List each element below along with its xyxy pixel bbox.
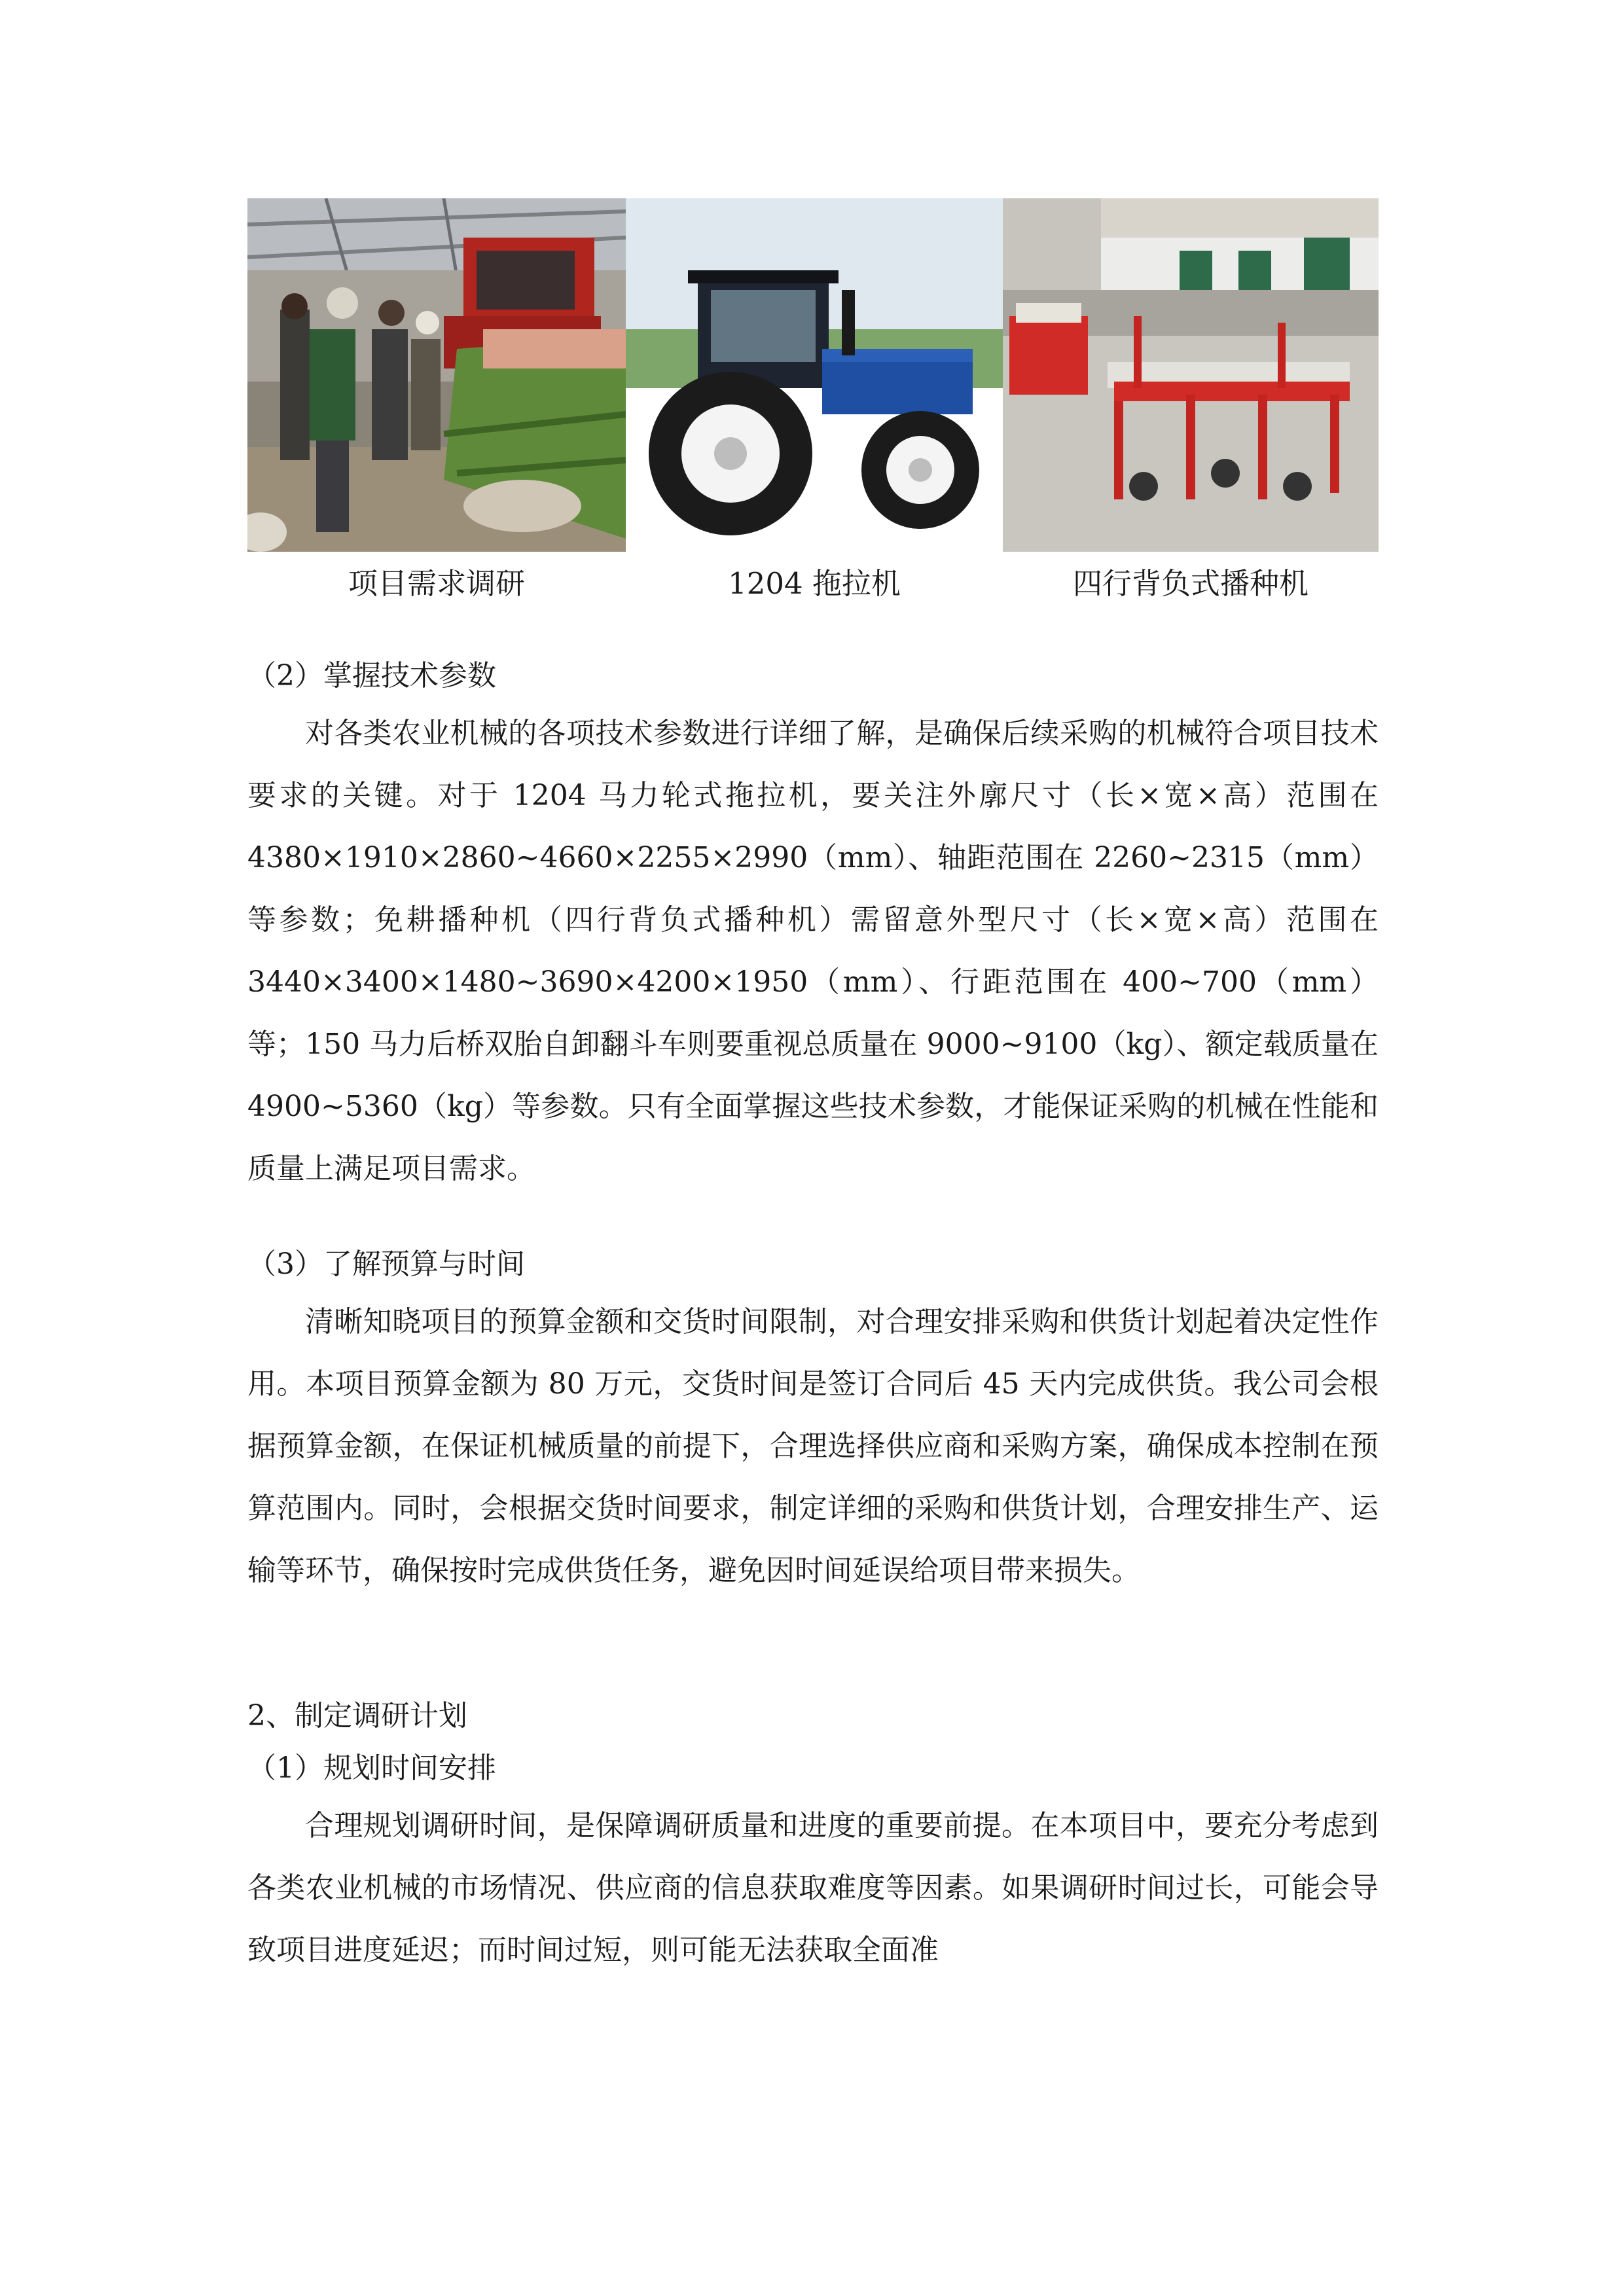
people-inspecting-seeder-photo [247,198,626,552]
subsection-heading: （1）规划时间安排 [247,1751,496,1785]
figure-caption: 项目需求调研 [348,566,525,601]
section-heading: 2、制定调研计划 [247,1699,467,1732]
section-paragraph: 清晰知晓项目的预算金额和交货时间限制，对合理安排采购和供货计划起着决定性作用。本项目预算金额为 80 万元，交货时间是签订合同后 45 天内完成供货。我公司会根据预算金额，在保证机械质量的前提下，合理选择供应商和采购方案，确保成本控制在预算范围内。同时，会根据交货时间要求，制定详细的采购和供货计划，合理安排生产、运输等环节，确保按时完成供货任务，避免因时间延误给项目带来损失。 [247,1305,1379,1587]
section-paragraph: 对各类农业机械的各项技术参数进行详细了解，是确保后续采购的机械符合项目技术要求的关键。对于 1204 马力轮式拖拉机，要关注外廓尺寸（长×宽×高）范围在 4380×1910×2860~4660×2255×2990（mm）、轴距范围在 2260~2315（mm）等参数；免耕播种机（四行背负式播种机）需留意外型尺寸（长×宽×高）范围在 3440×3400×1480~3690×4200×1950（mm）、行距范围在 400~700（mm）等；150 马力后桥双胎自卸翻斗车则要重视总质量在 9000~9100（kg）、额定载质量在 4900~5360（kg）等参数。只有全面掌握这些技术参数，才能保证采购的机械在性能和质量上满足项目需求。 [247,717,1379,1185]
caption-row [247,558,1379,610]
section-research-plan [247,1690,1379,1981]
figure-caption: 1204 拖拉机 [728,566,901,601]
section-technical-params [247,650,1379,1200]
section-heading: （3）了解预算与时间 [247,1247,525,1281]
blue-tractor-photo [626,198,1003,552]
section-paragraph: 合理规划调研时间，是保障调研质量和进度的重要前提。在本项目中，要充分考虑到各类农业机械的市场情况、供应商的信息获取难度等因素。如果调研时间过长，可能会导致项目进度延迟；而时间过短，则可能无法获取全面准 [247,1809,1379,1967]
section-heading: （2）掌握技术参数 [247,659,496,692]
figure-caption: 四行背负式播种机 [1072,566,1308,601]
section-budget-time [247,1238,1379,1602]
red-seeder-photo [1003,198,1379,552]
photo-row [247,198,1379,552]
